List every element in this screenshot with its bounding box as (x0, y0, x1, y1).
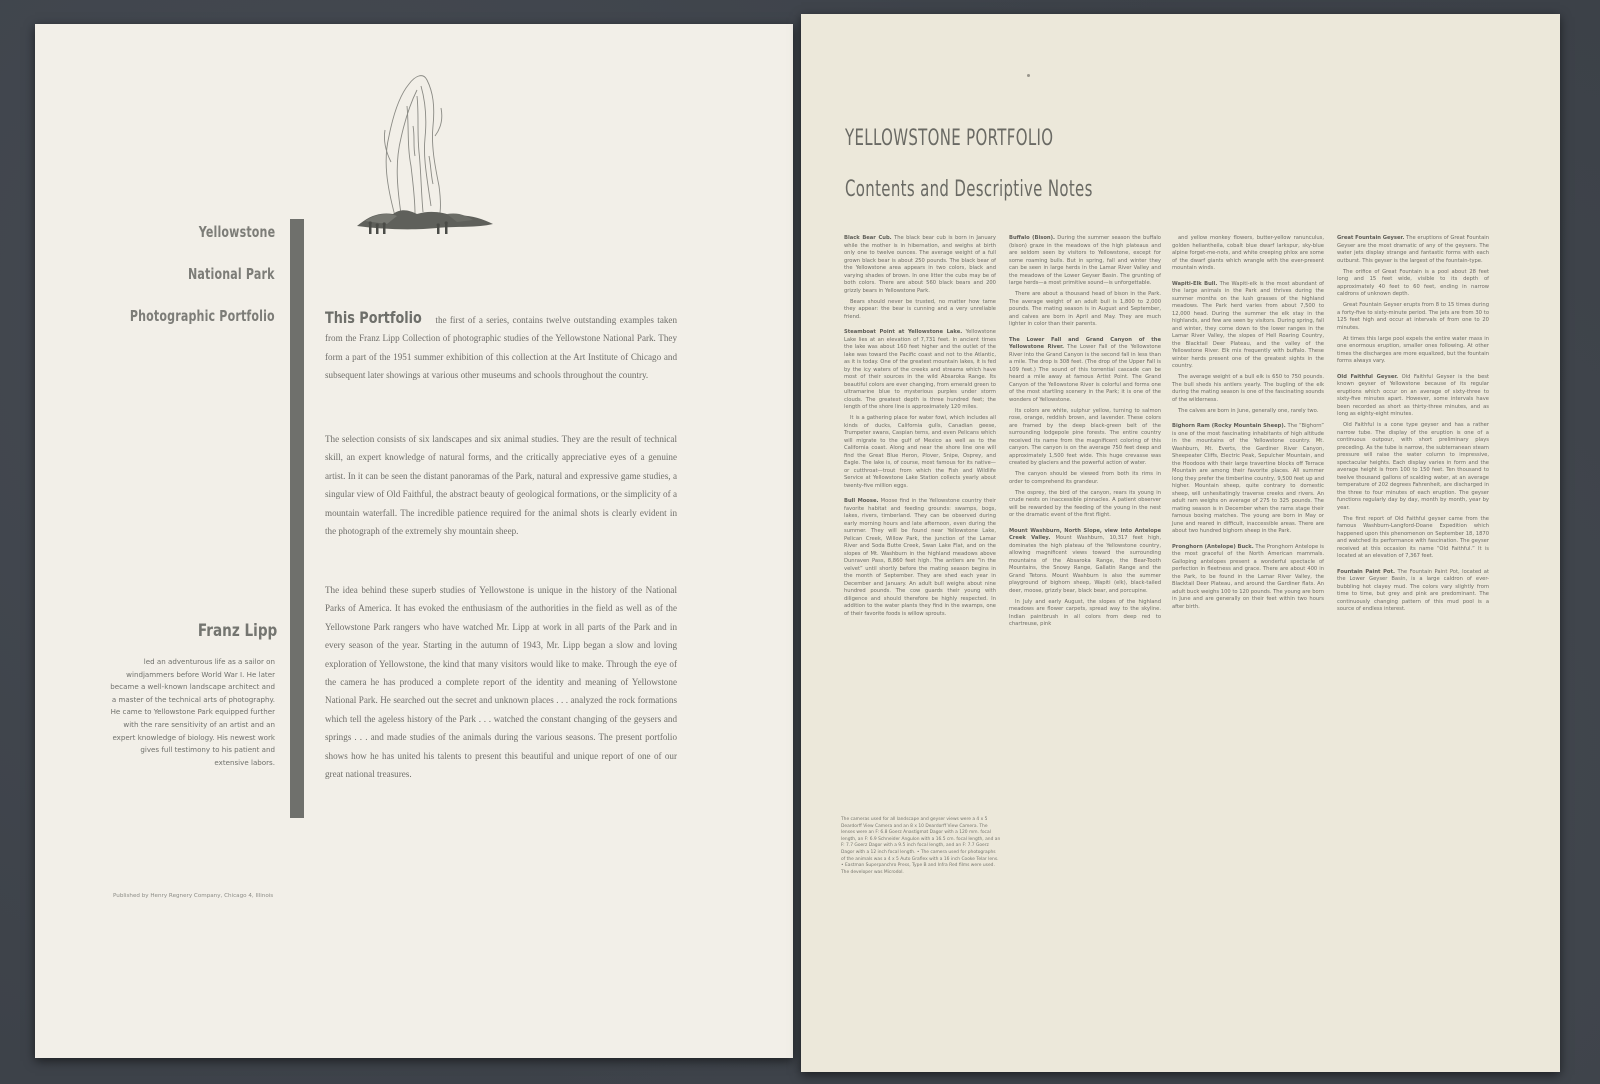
note-text: The Fountain Paint Pot, located at the Lower Geyser Basin, is a large caldron of ever-bubbling hot clayey mud. The colors vary slightly from time to time, but grey and pink are predominant. The continuously changing pattern of this mud pool is a source of endless interest. (1337, 568, 1489, 612)
title-line-2: National Park (188, 265, 275, 283)
title-line-1: Yellowstone (198, 223, 275, 241)
note-text: There are about a thousand head of bison in the Park. The average weight of an adult bull is 1,800 to 2,000 pounds. The mating season is in August and September, and calves are born in April and May. They are much lighter in color than their parents. (1009, 291, 1161, 327)
note-text: It is a gathering place for water fowl, which includes all kinds of ducks, California gulls, Canadian geese, Trumpeter swans, Caspian terns, and even Pelicans which will migrate to the gulf of Mexico as well as to the California coast. Along and near the shore line one will find the Great Blue Heron, Plover, Snipe, Osprey, and Eagle. The lake is, of course, most famous for its native—or cutthroat—trout from which the Fish and Wildlife Service at Yellowstone Lake Station collects yearly about twenty-five million eggs. (844, 415, 996, 489)
note-text: Its colors are white, sulphur yellow, turning to salmon rose, orange, reddish brown, and lavender. These colors are framed by the deep black-green belt of the surrounding lodgepole pine forests. The entire country received its name from the magnificent coloring of this canyon. The canyon is on the average 750 feet deep and approximately 1,500 feet wide. This huge crevasse was created by glaciers and the powerful action of water. (1009, 407, 1161, 466)
note-entry (1172, 281, 1324, 371)
note-paragraph (1009, 471, 1161, 486)
note-paragraph (844, 415, 996, 490)
intro-paragraph (325, 309, 677, 385)
note-paragraph (1337, 269, 1489, 299)
note-entry (1172, 544, 1324, 612)
vertical-bar (290, 219, 304, 818)
geyser-illustration (317, 66, 507, 236)
note-entry (1337, 235, 1489, 265)
note-text: Great Fountain Geyser erupts from 8 to 15 times during a forty-five to sixty-minute period. The jets are from 30 to 125 feet high and occur at intervals of from one to 20 minutes. (1337, 302, 1489, 331)
publisher-line: Published by Henry Regnery Company, Chicago 4, Illinois (113, 893, 274, 899)
note-paragraph (1337, 302, 1489, 332)
note-text: The average weight of a bull elk is 650 to 750 pounds. The bull sheds his antlers yearly. The bugling of the elk during the mating season is one of the fascinating sounds of the wilderness. (1172, 374, 1324, 403)
note-entry (844, 498, 996, 618)
note-heading: Steamboat Point at Yellowstone Lake. (844, 329, 963, 335)
note-text: The canyon should be viewed from both its rims in order to comprehend its grandeur. (1009, 471, 1161, 485)
note-heading: Great Fountain Geyser. (1337, 235, 1405, 241)
note-text: The osprey, the bird of the canyon, rears its young in crude nests on inaccessible pinnacles. A patient observer will be rewarded by the feeding of the young in the nest or the dramatic event of the first flight. (1009, 489, 1161, 518)
paragraph-2: The selection consists of six landscapes and six animal studies. They are the result of technical skill, an expert knowledge of natural forms, and the critically appreciative eyes of a genuine artist. In it can be seen the distant panoramas of the Park, natural and expressive game studies, a singular view of Old Faithful, the abstract beauty of geological formations, or the simplicity of a mountain waterfall. The incredible patience required for the animal shots is clearly evident in the photograph of the extremely shy mountain sheep. (325, 434, 677, 537)
notes-column-3 (1172, 235, 1324, 615)
note-text: In July and early August, the slopes of the highland meadows are flower carpets, spread way to the skyline. Indian paintbrush in all colors from deep red to chartreuse, pink (1009, 598, 1161, 627)
notes-column-2 (1009, 235, 1161, 632)
note-text: The black bear cub is born in January while the mother is in hibernation, and weighs at birth only one to twelve ounces. The average weight of a full grown black bear is about 250 pounds. The black bear of the Yellowstone area appears in two colors, black and varying shades of brown. In one litter the cubs may be of both colors. There are about 560 black bears and 200 grizzly bears in Yellowstone Park. (844, 235, 996, 294)
note-heading: Old Faithful Geyser. (1337, 373, 1399, 380)
note-text: The Pronghorn Antelope is the most graceful of the North American mammals. Galloping antelopes present a wonderful spectacle of perfection in fleetness and grace. There are about 400 in the Park, to be found in the Lamar River Valley, the Blacktail Deer Plateau, and around the Gardiner flats. An adult buck weighs 100 to 120 pounds. The young are born in June and are generally on their feet within two hours after birth. (1172, 543, 1324, 610)
portfolio-subtitle: Contents and Descriptive Notes (845, 177, 1093, 202)
note-entry (1009, 235, 1161, 288)
note-text: Moose find in the Yellowstone country their favorite habitat and feeding grounds: swamps, bogs, lakes, rivers, timberland. They can be observed during early morning hours and late afternoon, even during the summer. They will be found near Yellowstone Lake, Pelican Creek, Willow Park, the junction of the Lamar River and Soda Butte Creek, Swan Lake Flat, and on the slopes of Mt. Washburn in the highland meadows above Dunraven Pass, 8,860 feet high. The antlers are “in the velvet” until shortly before the mating season begins in the month of September. They are shed each year in December and January. An adult bull weighs about nine hundred pounds. The cow guards their young with diligence and should therefore be highly respected. In addition to the water plants they find in the swamps, one of their favorite foods is willow sprouts. (844, 498, 996, 617)
note-text: Old Faithful Geyser is the best known geyser of Yellowstone because of its regular eruptions which occur on an average of sixty-three to sixty-five minutes apart. However, some intervals have been recorded as short as thirty-three minutes, and as long as eighty-eight minutes. (1337, 373, 1489, 417)
notes-column-4 (1337, 235, 1489, 617)
note-text: Yellowstone Lake lies at an elevation of 7,731 feet. In ancient times the lake was about 160 feet higher and the outlet of the lake was toward the Pacific coast and not to the Atlantic, as it is today. One of the greatest mountain lakes, it is fed by the icy waters of the creeks and streams which have most of their sources in the wild Absaroka Range. Its beautiful colors are ever changing, from emerald green to ultramarine blue to mysterious purples under storm clouds. The greatest depth is three hundred feet; the length of the shore line is approximately 120 miles. (844, 329, 996, 410)
note-heading: Wapiti-Elk Bull. (1172, 280, 1218, 287)
note-text: The eruptions of Great Fountain Geyser are the most dramatic of any of the geysers. The water jets display strange and fantastic forms with each outburst. This geyser is the largest of the fountain-type. (1337, 235, 1489, 264)
note-paragraph (1172, 408, 1324, 416)
note-paragraph (1172, 374, 1324, 404)
note-text: The orifice of Great Fountain is a pool about 28 feet long and 15 feet wide, visible to its depth of approximately 40 feet to 60 feet, ending in narrow caldrons of unknown depth. (1337, 268, 1489, 297)
note-heading: Buffalo (Bison). (1009, 235, 1055, 241)
note-heading: Bighorn Ram (Rocky Mountain Sheep). (1172, 423, 1286, 429)
note-entry (1337, 374, 1489, 419)
note-text: The first report of Old Faithful geyser came from the famous Washburn-Langford-Doane Expedition which happened upon this phenomenon on September 18, 1870 and watched its performance with fascination. The geyser received at this occasion its name “Old Faithful.” It is located at an elevation of 7,367 feet. (1337, 515, 1489, 559)
author-name: Franz Lipp (197, 621, 277, 641)
note-heading: Black Bear Cub. (844, 235, 892, 241)
note-paragraph (1337, 422, 1489, 512)
note-heading: Fountain Paint Pot. (1337, 568, 1395, 575)
title-line-3: Photographic Portfolio (130, 307, 275, 325)
camera-footnote: The cameras used for all landscape and geyser views were a 4 x 5 Deardorff View Camera and an 8 x 10 Deardorff View Camera. The lenses were an F: 6.8 Goerz Anastigmat Dagor with a 120 mm. focal length, an F: 6.9 Schneider Angulon with a 16.5 cm. focal length, and an F: 7.7 Goerz Dagor with a 9.5 inch focal length, and an F: 7.7 Goerz Dagor with a 12 inch focal length. • The camera used for photographs of the animals was a 4 x 5 Auto Graflex with a 16 inch Cooke Telar lens. • Eastman Superpanchro Press, Type B and Infra Red films were used. The developer was Microdol. (841, 817, 1001, 875)
right-sheet (801, 14, 1560, 1072)
author-bio: led an adventurous life as a sailor on windjammers before World War I. He later became a well-known landscape architect and a master of the technical arts of photography. He came to Yellowstone Park equipped further with the rare sensitivity of an artist and an expert knowledge of biology. His newest work gives full testimony to his patient and extensive labors. (110, 657, 275, 767)
note-heading: Bull Moose. (844, 498, 879, 504)
note-entry (844, 235, 996, 295)
note-paragraph (1009, 291, 1161, 329)
note-heading: Pronghorn (Antelope) Buck. (1172, 543, 1254, 550)
note-text: The Wapiti-elk is the most abundant of the large animals in the Park and thrives during the summer months on the lush grasses of the highland meadows. The Park herd varies from about 7,500 to 12,000 head. During the summer the elk stay in the highlands, and few are seen by visitors. During spring, fall and winter, they come down to the lower ranges in the Lamar River Valley, the slopes of Hell Roaring Country, the Blacktail Deer Plateau, and the valley of the Yellowstone River. Elk mix frequently with buffalo. These winter herds present one of the greatest sights in the country. (1172, 280, 1324, 369)
note-heading: The Lower Fall and Grand Canyon of the Yellowstone River. (1009, 336, 1161, 350)
portfolio-title: YELLOWSTONE PORTFOLIO (845, 126, 1054, 151)
note-entry (844, 329, 996, 412)
note-text: Mount Washburn, 10,317 feet high, dominates the high plateau of the Yellowstone country, allowing magnificent views toward the surrounding mountains of the Absaroka Range, the Bear-Tooth Mountains, the Snowy Range, Gallatin Range and the Grand Tetons. Mount Washburn is also the summer playground of bighorn sheep, Wapiti (elk), black-tailed deer, moose, grizzly bear, black bear, and porcupine. (1009, 535, 1162, 594)
note-text: The calves are born in June, generally one, rarely two. (1178, 407, 1319, 414)
note-entry (1337, 569, 1489, 614)
note-paragraph (1009, 599, 1161, 629)
note-text: At times this large pool expels the entire water mass in one enormous eruption, smaller ones following. At other times the discharges are more equalized, but the fountain forms always vary. (1337, 335, 1489, 364)
note-text: Old Faithful is a cone type geyser and has a rather narrow tube. The display of the eruption is one of a continuous outpour, with short preliminary plays preceding. As the tube is narrow, the subterranean steam pressure will raise the water column to impressive, spectacular heights. Each display varies in form and the average height is from 100 to 150 feet. Ten thousand to twelve thousand gallons of scalding water, at an average temperature of 202 degrees Fahrenheit, are discharged in the three to four minutes of each eruption. The geyser functions regularly day by day, month by month, year by year. (1337, 422, 1489, 511)
note-heading: Mount Washburn, North Slope, view into Antelope Creek Valley. (1009, 527, 1161, 541)
paper-dot (1027, 74, 1030, 77)
note-entry (1172, 423, 1324, 536)
note-entry (1009, 528, 1161, 596)
note-paragraph (1172, 235, 1324, 273)
note-text: During the summer season the buffalo (bison) graze in the meadows of the high plateaus and are seldom seen by visitors to Yellowstone, except for some roaming bulls. But in spring, fall and winter they can be seen in large herds in the Lamar River Valley and the meadows of the Lower Geyser Basin. The grunting of large herds—a most primitive sound—is unforgettable. (1009, 235, 1161, 286)
paragraph-1: the first of a series, contains twelve outstanding examples taken from the Franz Lipp Collection of photographic studies of the Yellowstone National Park. They form a part of the 1951 summer exhibition of this collection at the Art Institute of Chicago and subsequent later showings at various other museums and schools throughout the country. (325, 315, 677, 381)
note-entry (1009, 337, 1161, 405)
paragraph-3: The idea behind these superb studies of Yellowstone is unique in the history of the National Parks of America. It has evoked the enthusiasm of the authorities in the field as well as of the Yellowstone Park rangers who have watched Mr. Lipp at work in all parts of the Park and in every season of the year. Starting in the autumn of 1943, Mr. Lipp began a slow and loving exploration of Yellowstone, the kind that many visitors would like to make. Through the eye of the camera he has produced a complete report of the identity and meaning of Yellowstone National Park. He searched out the secret and unknown places . . . analyzed the rock formations which tell the ageless history of the Park . . . watched the constant changing of the geysers and springs . . . and made studies of the animals during the various seasons. The present portfolio shows how he has united his talents to present this beautiful and unique report of one of our great national treasures. (325, 585, 677, 780)
note-paragraph (1337, 516, 1489, 561)
notes-column-1 (844, 235, 996, 622)
portfolio-heading: This Portfolio (325, 308, 422, 327)
note-paragraph (1337, 336, 1489, 366)
left-sheet (35, 24, 793, 1058)
note-paragraph (1009, 490, 1161, 520)
note-text: Bears should never be trusted, no matter how tame they appear: the bear is cunning and a very unreliable friend. (844, 298, 996, 320)
note-text: The Lower Fall of the Yellowstone River into the Grand Canyon is the second fall in less than a mile. The drop is 308 feet. (The drop of the Upper Fall is 109 feet.) The sound of this torrential cascade can be heard a mile away at famous Artist Point. The Grand Canyon of the Yellowstone River is colorful and forms one of the most startling scenery in the Park; it is one of the wonders of Yellowstone. (1009, 344, 1162, 403)
note-text: and yellow monkey flowers, butter-yellow ranunculus, golden heliantheila, cobalt blue dwarf larkspur, sky-blue alpine forget-me-nots, and white creeping phlox are some of the dwarf giants which wrangle with the ever-present mountain winds. (1172, 235, 1324, 271)
note-text: The “Bighorn” is one of the most fascinating inhabitants of high altitude in the mountains of the Yellowstone country. Mt. Washburn, Mt. Everts, the Gardiner River Canyon, Sheepeater Cliffs, Electric Peak, Sepulcher Mountain, and the Hoodoos with their large travertine blocks off Terrace Mountain are among their favorite places. All summer long they prefer the timberline country, 9,500 feet up and higher. Mountain sheep, quite contrary to domestic sheep, will unhesitatingly traverse creeks and rivers. An adult ram weighs on average of 275 to 325 pounds. The mating season is in December when the rams stage their famous boxing matches. The young are born in May or June and reared in difficult, inaccessible areas. There are about two hundred bighorn sheep in the Park. (1172, 423, 1324, 534)
note-paragraph (1009, 408, 1161, 468)
note-paragraph (844, 299, 996, 322)
